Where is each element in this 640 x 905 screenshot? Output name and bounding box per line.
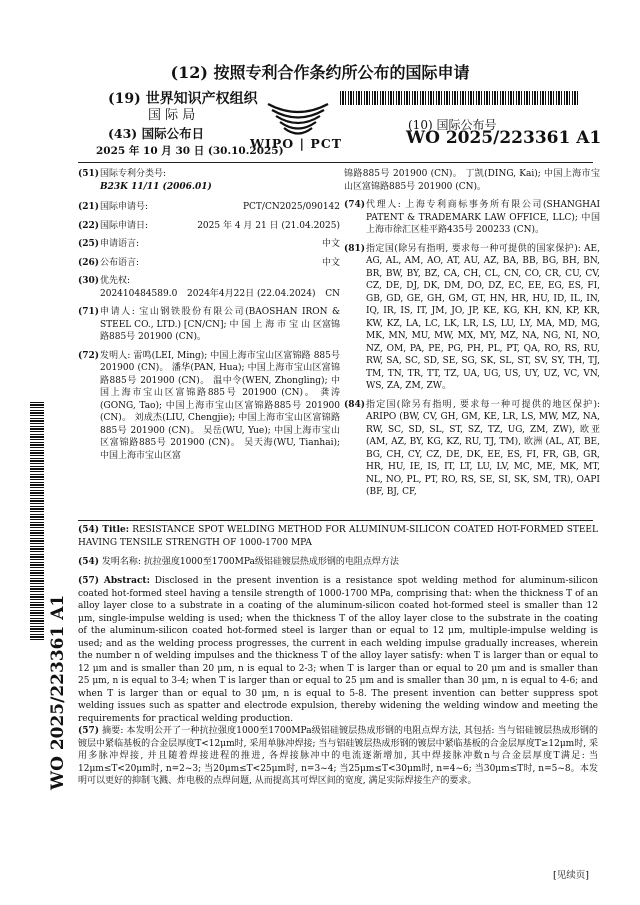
bibliographic-right-column bbox=[344, 168, 600, 499]
field-51-label: 国际专利分类号: bbox=[100, 169, 167, 179]
field-84-regional-states: (84) 指定国(除另有指明, 要求每一种可提供的地区保护): ARIPO (BW, CV, GH, GM, KE, LR, LS, MW, MZ, NA, RW, SC, SD, SL, ST, SZ, TZ, UG, ZM, ZW), 欧亚 (AM, AZ, BY, KG, KZ, RU, TJ, TM), 欧洲 (AL, AT, BE, BG, CH, CY, CZ, DE, DK, EE, ES, FI, FR, GB, GR, HR, HU, IE, IS, IT, LT, LU, LV, MC, ME, MK, MT, NL, NO, PL, PT, RO, RS, SE, SI, SK, SM, TR), OAPI (BF, BJ, CF, bbox=[344, 399, 600, 497]
field-81-designated-states: (81) 指定国(除另有指明, 要求每一种可提供的国家保护): AE, AG, AL, AM, AO, AT, AU, AZ, BA, BB, BG, BH, BN, BR, BW, BY, BZ, CA, CH, CL, CN, CO, CR, CU, CV, CZ, DE, DJ, DK, DM, DO, DZ, EC, EE, EG, ES, FI, GB, GD, GE, GH, GM, GT, HN, HR, HU, ID, IL, IN, IQ, IR, IS, IT, JM, JO, JP, KE, KG, KH, KN, KP, KR, KW, KZ, LA, LC, LK, LR, LS, LU, LY, MA, MD, MG, MK, MN, MU, MW, MX, MY, MZ, NA, NG, NI, NO, NZ, OM, PA, PE, PG, PH, PL, PT, QA, RO, RS, RU, RW, SA, SC, SD, SE, SG, SK, SL, ST, SV, SY, TH, TJ, TM, TN, TR, TT, TZ, UA, UG, US, UY, UZ, VC, VN, WS, ZA, ZM, ZW。 bbox=[344, 243, 600, 391]
field-72-inventors: (72) 发明人: 雷鸣(LEI, Ming); 中国上海市宝山区富锦路 885号 201900 (CN)。 潘华(PAN, Hua); 中国上海市宝山区富锦路885号 201900 (CN)。 温中令(WEN, Zhongling); 中国上海市宝山区富锦路885号 201900 (CN)。 龚涛(GONG, Tao); 中国上海市宝山区富锦路885号 201900 (CN)。 刘成杰(LIU, Chengjie); 中国上海市宝山区富锦路885号 201900 (CN)。 吴岳(WU, Yue); 中国上海市宝山区富锦路885号 201900 (CN)。 吴天海(WU, Tianhai); 中国上海市宝山区富 bbox=[78, 350, 340, 461]
field-22-value: 2025 年 4 月 21 日 (21.04.2025) bbox=[197, 220, 340, 231]
bibliographic-left-column bbox=[78, 168, 340, 462]
field-71-applicant: (71) 申请人: 宝山钢铁股份有限公司(BAOSHAN IRON & STEEL CO., LTD.) [CN/CN]; 中 国 上 海 市 宝 山 区富锦路885号 201900 (CN)。 bbox=[78, 307, 340, 342]
pub-date-label: (43) 国际公布日 bbox=[108, 126, 205, 141]
wipo-logo-icon bbox=[262, 94, 334, 142]
body-divider bbox=[78, 520, 593, 521]
document-title: (12) 按照专利合作条约所公布的国际申请 bbox=[170, 63, 470, 82]
header-divider bbox=[78, 162, 593, 163]
field-51: (51) 国际专利分类号: B23K 11/11 (2006.01) bbox=[78, 168, 340, 193]
pub-date: 2025 年 10 月 30 日 (30.10.2025) bbox=[96, 145, 284, 157]
field-21-value: PCT/CN2025/090142 bbox=[242, 202, 340, 212]
field-22: (22) 国际申请日: 2025 年 4 月 21 日 (21.04.2025) bbox=[78, 220, 340, 231]
field-30: (30) 优先权: 202410484589.0 2024年4月22日 (22.04.2024) CN bbox=[78, 276, 340, 299]
side-publication-number: WO 2025/223361 A1 bbox=[48, 594, 68, 790]
abstract-english: (57) Abstract: Disclosed in the present invention is a resistance spot welding method for aluminum-silicon coated hot-formed steel having a tensile strength of 1000-1700 MPa, comprising that: when the thickness T of an alloy layer close to a substrate in a coating of the aluminum-silicon coated hot-formed steel is smaller than 12 μm, single-impulse welding is used; when the thickness T of the alloy layer close to the substrate in the coating of the aluminum-silicon coated hot-formed steel is larger than or equal to 12 μm, multiple-impulse welding is used; and as the welding process progresses, the current in each welding impulse gradually increases, wherein the number n of welding impulses and the thickness T of the alloy layer satisfy: when T is larger than or equal to 12 μm and is smaller than 20 μm, n is equal to 2-3; when T is larger than or equal to 20 μm and is smaller than 25 μm, n is equal to 3-4; when T is larger than or equal to 25 μm and is smaller than 30 μm, n is equal to 4-6; and when T is larger than or equal to 30 μm, n is equal to 5-8. The present invention can better suppress spot welding issues such as spatter and electrode expulsion, thereby widening the welding window and meeting the requirements for practical welding production. bbox=[78, 576, 598, 724]
org-bureau: 国 际 局 bbox=[148, 108, 196, 123]
title-chinese: (54) 发明名称: 抗拉强度1000至1700MPa级铝硅镀层热成形钢的电阻点焊方法 bbox=[78, 557, 399, 567]
field-74-agent: (74) 代理人: 上海专利商标事务所有限公司(SHANGHAI PATENT & TRADEMARK LAW OFFICE, LLC); 中国上海市徐汇区桂平路435号 200233 (CN)。 bbox=[344, 200, 600, 235]
field-26: (26) 公布语言: 中文 bbox=[78, 257, 340, 268]
field-21: (21) 国际申请号: PCT/CN2025/090142 bbox=[78, 202, 340, 212]
priority-country: CN bbox=[325, 288, 340, 299]
publication-barcode bbox=[340, 91, 578, 105]
pub-number-label: (10) 国际公布号 bbox=[408, 118, 497, 132]
wipo-pct-wordmark: WIPO | PCT bbox=[250, 136, 343, 151]
org-name: (19) 世界知识产权组织 bbox=[108, 91, 258, 107]
field-25: (25) 申请语言: 中文 bbox=[78, 239, 340, 249]
priority-date: 2024年4月22日 (22.04.2024) bbox=[187, 288, 316, 299]
abstract-chinese: (57) 摘要: 本发明公开了一种抗拉强度1000至1700MPa级铝硅镀层热成形钢的电阻点焊方法, 其包括: 当与铝硅镀层热成形钢的镀层中紧临基板的合金层厚度T<12μm时, 采用单脉冲焊接; 当与铝硅镀层热成形钢的镀层中紧临基板的合金层厚度T≥12μm时, 采用多脉冲焊接, 并且随着焊接进程的推进, 各焊接脉冲中的电流逐渐增加, 其中焊接脉冲数n与合金层厚度T满足: 当12μm≤T<20μm时, n=2~3; 当20μm≤T<25μm时, n=3~4; 当25μm≤T<30μm时, n=4~6; 当30μm≤T时, n=5~8。本发明可以更好的抑制飞溅、炸电极的点焊问题, 从而提高其可焊区间的宽度, 满足实际焊接生产的要求。 bbox=[78, 726, 598, 786]
pub-number: WO 2025/223361 A1 bbox=[406, 128, 602, 148]
field-51-value: B23K 11/11 (2006.01) bbox=[100, 181, 212, 192]
side-barcode bbox=[30, 400, 44, 640]
continued-note: [见续页] bbox=[553, 870, 589, 881]
inventors-continued: 锦路885号 201900 (CN)。 丁凯(DING, Kai); 中国上海市宝山区富锦路885号 201900 (CN)。 bbox=[344, 169, 600, 192]
priority-number: 202410484589.0 bbox=[100, 288, 178, 299]
title-english: (54) Title: RESISTANCE SPOT WELDING METHOD FOR ALUMINUM-SILICON COATED HOT-FORMED STEEL HAVING TENSILE STRENGTH OF 1000-1700 MPA bbox=[78, 525, 598, 548]
